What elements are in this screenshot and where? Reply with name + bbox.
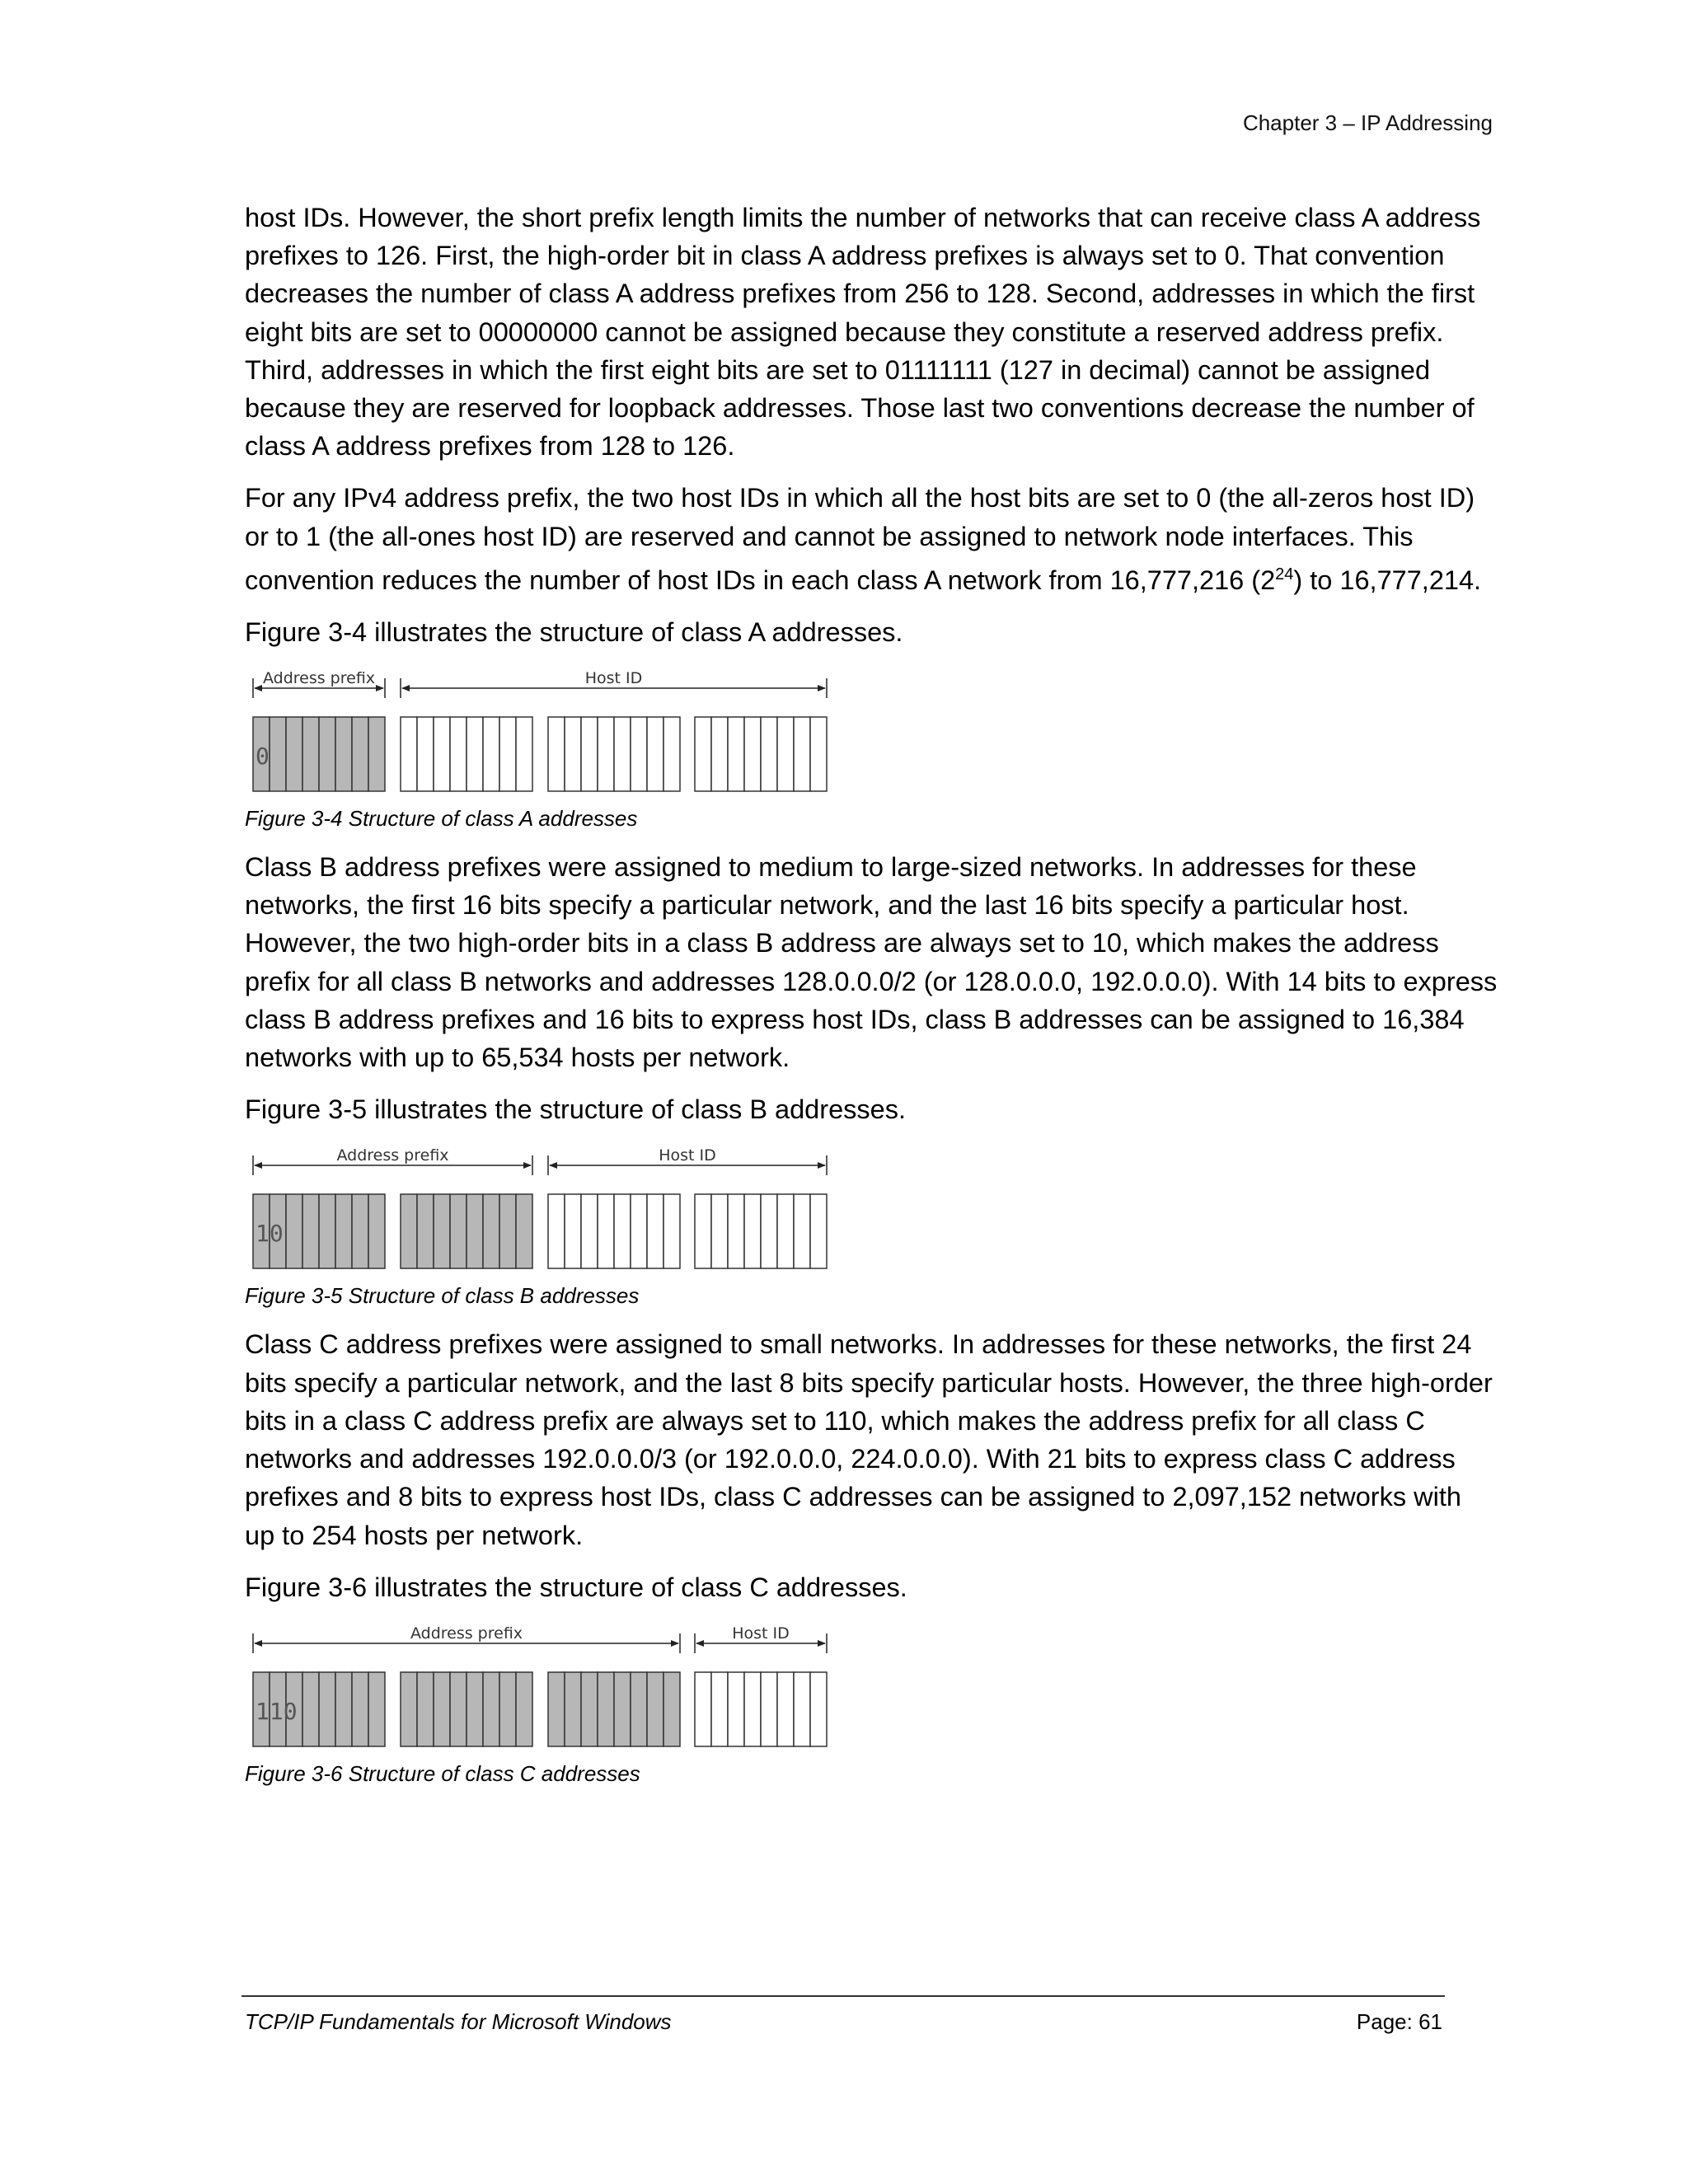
bit-cell bbox=[794, 1194, 810, 1268]
host-id-span-label: Host ID bbox=[732, 1624, 790, 1643]
paragraph-class-b: Class B address prefixes were assigned to medium to large-sized networks. In addresses for these networks, the first 16 bits specify a particular network, and the last 16 bits specify a particular host. However, the two high-order bits in a class B address are always set to 10, which makes the address prefix for all class B networks and addresses 128.0.0.0/2 (or 128.0.0.0, 192.0.0.0). With 14 bits to express class B address prefixes and 16 bits to express host IDs, class B addresses can be assigned to 16,384 networks with up to 65,534 hosts per network. bbox=[245, 852, 1498, 1073]
bit-cell bbox=[319, 717, 335, 791]
address-prefix-span-label: Address prefix bbox=[262, 669, 376, 688]
bit-cell bbox=[565, 1194, 581, 1268]
bit-cell bbox=[434, 1672, 450, 1746]
arrowhead-right bbox=[523, 1162, 532, 1169]
bit-cell bbox=[711, 717, 728, 791]
bit-cell bbox=[631, 1194, 647, 1268]
paragraph-figure-3-4-intro: Figure 3-4 illustrates the structure of class A addresses. bbox=[245, 616, 903, 647]
bit-cell bbox=[450, 1672, 467, 1746]
bit-cell bbox=[516, 717, 532, 791]
bit-cell bbox=[483, 1194, 499, 1268]
address-prefix-span bbox=[253, 1624, 680, 1653]
bit-cell bbox=[581, 1672, 598, 1746]
bit-cell bbox=[794, 717, 810, 791]
bit-cell bbox=[401, 1194, 417, 1268]
bit-cell bbox=[286, 1194, 302, 1268]
bit-cell bbox=[695, 1672, 711, 1746]
arrowhead-right bbox=[376, 685, 384, 691]
bit-cell bbox=[548, 1672, 565, 1746]
address-prefix-span bbox=[253, 1146, 532, 1175]
arrowhead-left bbox=[254, 1162, 262, 1169]
figure-caption: Figure 3-6 Structure of class C addresses bbox=[245, 1760, 640, 1786]
bit-cell bbox=[467, 717, 483, 791]
bit-cell bbox=[631, 1672, 647, 1746]
bit-cell bbox=[352, 1672, 368, 1746]
figure-caption: Figure 3-5 Structure of class B addresses bbox=[245, 1283, 640, 1309]
bit-cell bbox=[761, 1194, 777, 1268]
superscript-exponent: 24 bbox=[1275, 565, 1294, 583]
bit-cell bbox=[695, 717, 711, 791]
bit-cell bbox=[483, 717, 499, 791]
bit-cell bbox=[777, 1672, 794, 1746]
bit-cell bbox=[647, 1194, 663, 1268]
bit-cell bbox=[810, 1194, 827, 1268]
bit-cell bbox=[598, 717, 614, 791]
arrowhead-right bbox=[818, 685, 826, 691]
arrowhead-right bbox=[671, 1640, 679, 1647]
bit-cell bbox=[401, 717, 417, 791]
address-structure-diagram bbox=[245, 1145, 838, 1270]
figure-class-a-structure bbox=[245, 668, 1498, 793]
bit-cell bbox=[614, 1194, 631, 1268]
bit-cell bbox=[368, 1194, 385, 1268]
bit-cell bbox=[483, 1672, 499, 1746]
bit-cell bbox=[728, 1672, 744, 1746]
footer-book-title: TCP/IP Fundamentals for Microsoft Windows bbox=[245, 2009, 672, 2034]
bit-cell bbox=[614, 1672, 631, 1746]
address-structure-diagram bbox=[245, 1623, 838, 1748]
bit-cell bbox=[548, 717, 565, 791]
host-octet bbox=[695, 1672, 827, 1746]
bit-cell bbox=[711, 1194, 728, 1268]
host-id-span bbox=[548, 1146, 827, 1175]
bit-cell bbox=[744, 1672, 761, 1746]
bit-cell bbox=[744, 717, 761, 791]
bit-cell bbox=[663, 717, 680, 791]
paragraph-reserved-host-ids bbox=[245, 479, 1498, 598]
host-id-span bbox=[695, 1624, 827, 1653]
host-id-span bbox=[401, 669, 827, 698]
bit-cell bbox=[695, 1194, 711, 1268]
bit-cell bbox=[270, 717, 286, 791]
bit-cell bbox=[744, 1194, 761, 1268]
bit-cell bbox=[663, 1194, 680, 1268]
bit-cell bbox=[810, 717, 827, 791]
bit-cell bbox=[777, 717, 794, 791]
bit-cell bbox=[499, 1194, 516, 1268]
bit-cell bbox=[417, 1672, 434, 1746]
bit-cell bbox=[368, 717, 385, 791]
host-octet bbox=[548, 717, 680, 791]
arrowhead-right bbox=[818, 1640, 826, 1647]
bit-cell bbox=[794, 1672, 810, 1746]
page-body bbox=[245, 199, 1498, 1803]
bit-cell bbox=[777, 1194, 794, 1268]
bit-cell bbox=[434, 1194, 450, 1268]
bit-cell bbox=[614, 717, 631, 791]
bit-cell bbox=[581, 717, 598, 791]
paragraph-class-c: Class C address prefixes were assigned to small networks. In addresses for these networks, the first 24 bits specify a particular network, and the last 8 bits specify particular hosts. However, the three high-order bits in a class C address prefix are always set to 110, which makes the address prefix for all class C networks and addresses 192.0.0.0/3 (or 192.0.0.0, 224.0.0.0). With 21 bits to express class C address prefixes and 8 bits to express host IDs, class C addresses can be assigned to 2,097,152 networks with up to 254 hosts per network. bbox=[245, 1329, 1493, 1550]
arrowhead-left bbox=[549, 1162, 557, 1169]
bit-cell bbox=[598, 1672, 614, 1746]
host-octet bbox=[548, 1194, 680, 1268]
host-octet bbox=[695, 717, 827, 791]
bit-cell bbox=[368, 1672, 385, 1746]
bit-cell bbox=[631, 717, 647, 791]
bit-cell bbox=[450, 1194, 467, 1268]
prefix-octet bbox=[401, 1672, 532, 1746]
bit-cell bbox=[352, 1194, 368, 1268]
bit-cell bbox=[565, 1672, 581, 1746]
footer-divider bbox=[241, 1995, 1445, 1997]
arrowhead-right bbox=[818, 1162, 826, 1169]
bit-cell bbox=[548, 1194, 565, 1268]
prefix-octet bbox=[401, 1194, 532, 1268]
bit-cell bbox=[335, 1672, 352, 1746]
figure-class-b-structure bbox=[245, 1145, 1498, 1270]
paragraph-figure-3-6-intro: Figure 3-6 illustrates the structure of class C addresses. bbox=[245, 1572, 907, 1602]
paragraph-text: ) to 16,777,214. bbox=[1293, 565, 1482, 595]
bit-cell bbox=[499, 717, 516, 791]
bit-cell bbox=[728, 717, 744, 791]
chapter-header: Chapter 3 – IP Addressing bbox=[1242, 110, 1493, 135]
bit-cell bbox=[450, 717, 467, 791]
bit-cell bbox=[434, 717, 450, 791]
bit-cell bbox=[711, 1672, 728, 1746]
host-octet bbox=[401, 717, 532, 791]
bit-cell bbox=[663, 1672, 680, 1746]
bit-cell bbox=[467, 1672, 483, 1746]
arrowhead-left bbox=[254, 1640, 262, 1647]
paragraph-figure-3-5-intro: Figure 3-5 illustrates the structure of class B addresses. bbox=[245, 1094, 907, 1125]
bit-cell bbox=[647, 1672, 663, 1746]
footer-page-number: Page: 61 bbox=[1356, 2009, 1442, 2034]
prefix-octet bbox=[548, 1672, 680, 1746]
fixed-high-order-bits: 110 bbox=[256, 1697, 298, 1725]
arrowhead-left bbox=[254, 685, 262, 691]
prefix-octet bbox=[253, 717, 385, 791]
bit-cell bbox=[401, 1672, 417, 1746]
address-structure-diagram bbox=[245, 668, 838, 793]
bit-cell bbox=[467, 1194, 483, 1268]
bit-cell bbox=[647, 717, 663, 791]
bit-cell bbox=[417, 717, 434, 791]
bit-cell bbox=[319, 1672, 335, 1746]
paragraph-class-a-prefix-limits: host IDs. However, the short prefix length limits the number of networks that can receive class A address prefixes to 126. First, the high-order bit in class A address prefixes is always set to 0. That convention decreases the number of class A address prefixes from 256 to 128. Second, addresses in which the first eight bits are set to 00000000 cannot be assigned because they constitute a reserved address prefix. Third, addresses in which the first eight bits are set to 01111111 (127 in decimal) cannot be assigned because they are reserved for loopback addresses. Those last two conventions decrease the number of class A address prefixes from 128 to 126. bbox=[245, 203, 1481, 462]
bit-cell bbox=[319, 1194, 335, 1268]
bit-cell bbox=[565, 717, 581, 791]
address-prefix-span bbox=[253, 669, 385, 698]
host-id-span-label: Host ID bbox=[584, 669, 643, 688]
bit-cell bbox=[761, 1672, 777, 1746]
bit-cell bbox=[417, 1194, 434, 1268]
figure-class-c-structure bbox=[245, 1623, 1498, 1748]
bit-cell bbox=[728, 1194, 744, 1268]
bit-cell bbox=[302, 717, 319, 791]
address-prefix-span-label: Address prefix bbox=[410, 1624, 523, 1643]
fixed-high-order-bits: 0 bbox=[256, 743, 270, 771]
host-octet bbox=[695, 1194, 827, 1268]
bit-cell bbox=[352, 717, 368, 791]
bit-cell bbox=[810, 1672, 827, 1746]
fixed-high-order-bits: 10 bbox=[256, 1220, 284, 1248]
arrowhead-left bbox=[401, 685, 410, 691]
paragraph-text: For any IPv4 address prefix, the two host IDs in which all the host bits are set to 0 (the all-zeros host ID) or to 1 (the all-ones host ID) are reserved and cannot be assigned to network node interfaces. This convention reduces the number of host IDs in each class A network from 16,777,216 (2 bbox=[245, 483, 1475, 595]
bit-cell bbox=[581, 1194, 598, 1268]
bit-cell bbox=[598, 1194, 614, 1268]
bit-cell bbox=[516, 1672, 532, 1746]
bit-cell bbox=[499, 1672, 516, 1746]
arrowhead-left bbox=[696, 1640, 704, 1647]
bit-cell bbox=[302, 1672, 319, 1746]
bit-cell bbox=[335, 1194, 352, 1268]
bit-cell bbox=[302, 1194, 319, 1268]
bit-cell bbox=[286, 717, 302, 791]
bit-cell bbox=[761, 717, 777, 791]
host-id-span-label: Host ID bbox=[659, 1146, 716, 1165]
figure-caption: Figure 3-4 Structure of class A addresses bbox=[245, 806, 638, 832]
bit-cell bbox=[516, 1194, 532, 1268]
bit-cell bbox=[335, 717, 352, 791]
address-prefix-span-label: Address prefix bbox=[336, 1146, 449, 1165]
